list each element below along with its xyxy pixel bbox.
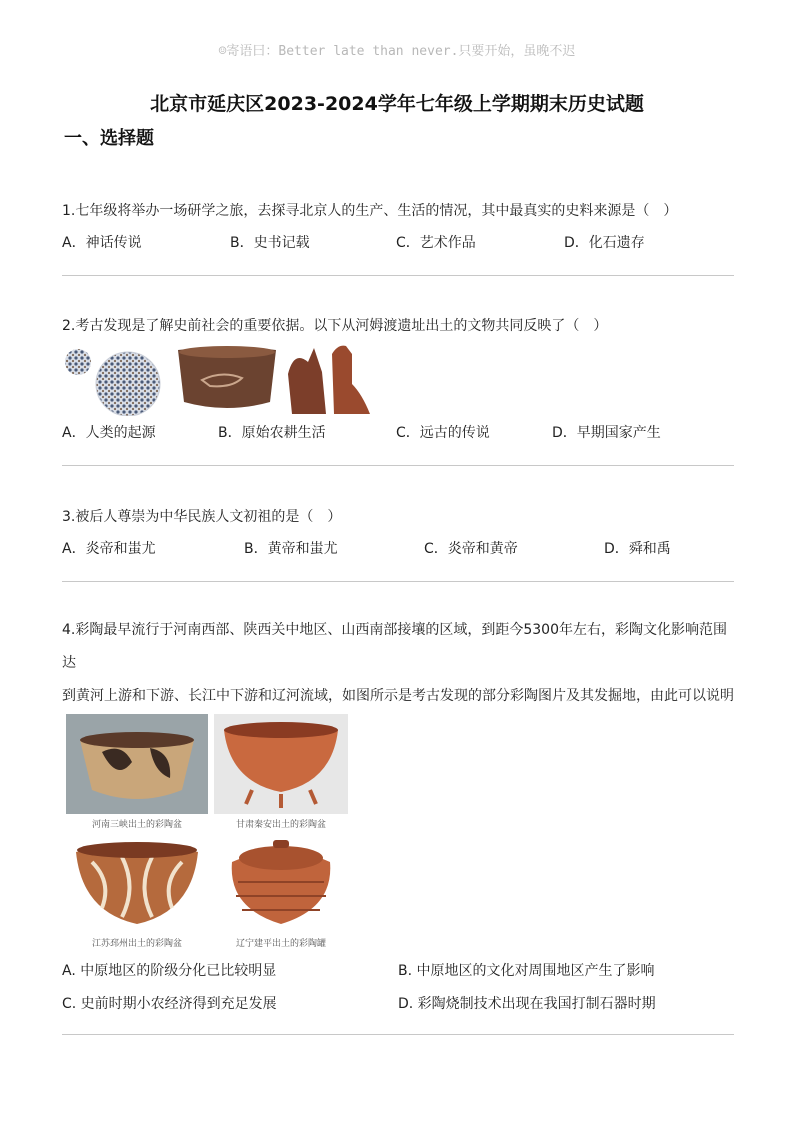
question-1-stem: 1.七年级将举办一场研学之旅，去探寻北京人的生产、生活的情况，其中最真实的史料来源是（ ）: [62, 203, 678, 219]
question-2-options-wrap: [62, 423, 734, 443]
question-4-option-b[interactable]: B. 中原地区的文化对周围地区产生了影响: [398, 963, 655, 979]
question-4-stem-line-2: 到黄河上游和下游、长江中下游和辽河流域，如图所示是考古发现的部分彩陶图片及其发掘地，由此可以说明: [62, 688, 734, 704]
question-1-option-b[interactable]: B．史书记载: [230, 235, 310, 251]
question-4-option-c[interactable]: C. 史前时期小农经济得到充足发展: [62, 996, 277, 1012]
painted-pottery-image: [62, 712, 352, 952]
question-3-option-d[interactable]: D．舜和禹: [604, 541, 671, 557]
pottery-caption-1: 河南三峡出土的彩陶盆: [91, 820, 182, 830]
question-3-option-a[interactable]: A．炎帝和蚩尤: [62, 541, 156, 557]
question-2-option-c[interactable]: C．远古的传说: [396, 425, 490, 441]
divider: [62, 275, 734, 276]
question-1-option-a[interactable]: A．神话传说: [62, 235, 142, 251]
divider: [62, 465, 734, 466]
divider: [62, 1034, 734, 1035]
pottery-caption-4: 辽宁建平出土的彩陶罐: [235, 939, 326, 949]
question-3-options: [62, 539, 734, 559]
question-3: [62, 507, 734, 559]
question-1: [62, 201, 734, 253]
question-2: [62, 316, 734, 336]
question-2-option-d[interactable]: D．早期国家产生: [552, 425, 661, 441]
question-2-option-b[interactable]: B．原始农耕生活: [218, 425, 326, 441]
question-3-stem: 3.被后人尊崇为中华民族人文初祖的是（ ）: [62, 509, 342, 525]
question-4-option-a[interactable]: A. 中原地区的阶级分化已比较明显: [62, 963, 277, 979]
question-2-stem: 2.考古发现是了解史前社会的重要依据。以下从河姆渡遗址出土的文物共同反映了（ ）: [62, 318, 608, 334]
question-4-option-d[interactable]: D. 彩陶烧制技术出现在我国打制石器时期: [398, 996, 656, 1012]
divider: [62, 581, 734, 582]
question-4-options: [62, 961, 734, 1014]
hemudu-artifacts-image: [62, 344, 374, 416]
question-2-options: [62, 423, 734, 443]
pottery-caption-2: 甘肃秦安出土的彩陶盆: [235, 820, 326, 830]
question-4-stem-line-1: 4.彩陶最早流行于河南西部、陕西关中地区、山西南部接壤的区域，到距今5300年左右，彩陶文化影响范围达: [62, 622, 727, 671]
question-1-options: [62, 233, 734, 253]
pottery-caption-3: 江苏邳州出土的彩陶盆: [91, 939, 182, 949]
question-1-option-d[interactable]: D．化石遗存: [564, 235, 645, 251]
page-title: 北京市延庆区2023-2024学年七年级上学期期末历史试题: [150, 93, 644, 115]
watermark: ☺寄语曰：Better late than never.只要开始，虽晚不迟: [218, 44, 576, 59]
question-3-option-b[interactable]: B．黄帝和蚩尤: [244, 541, 338, 557]
question-1-option-c[interactable]: C．艺术作品: [396, 235, 476, 251]
section-heading: 一、选择题: [64, 128, 154, 149]
question-3-option-c[interactable]: C．炎帝和黄帝: [424, 541, 518, 557]
question-2-option-a[interactable]: A．人类的起源: [62, 425, 156, 441]
